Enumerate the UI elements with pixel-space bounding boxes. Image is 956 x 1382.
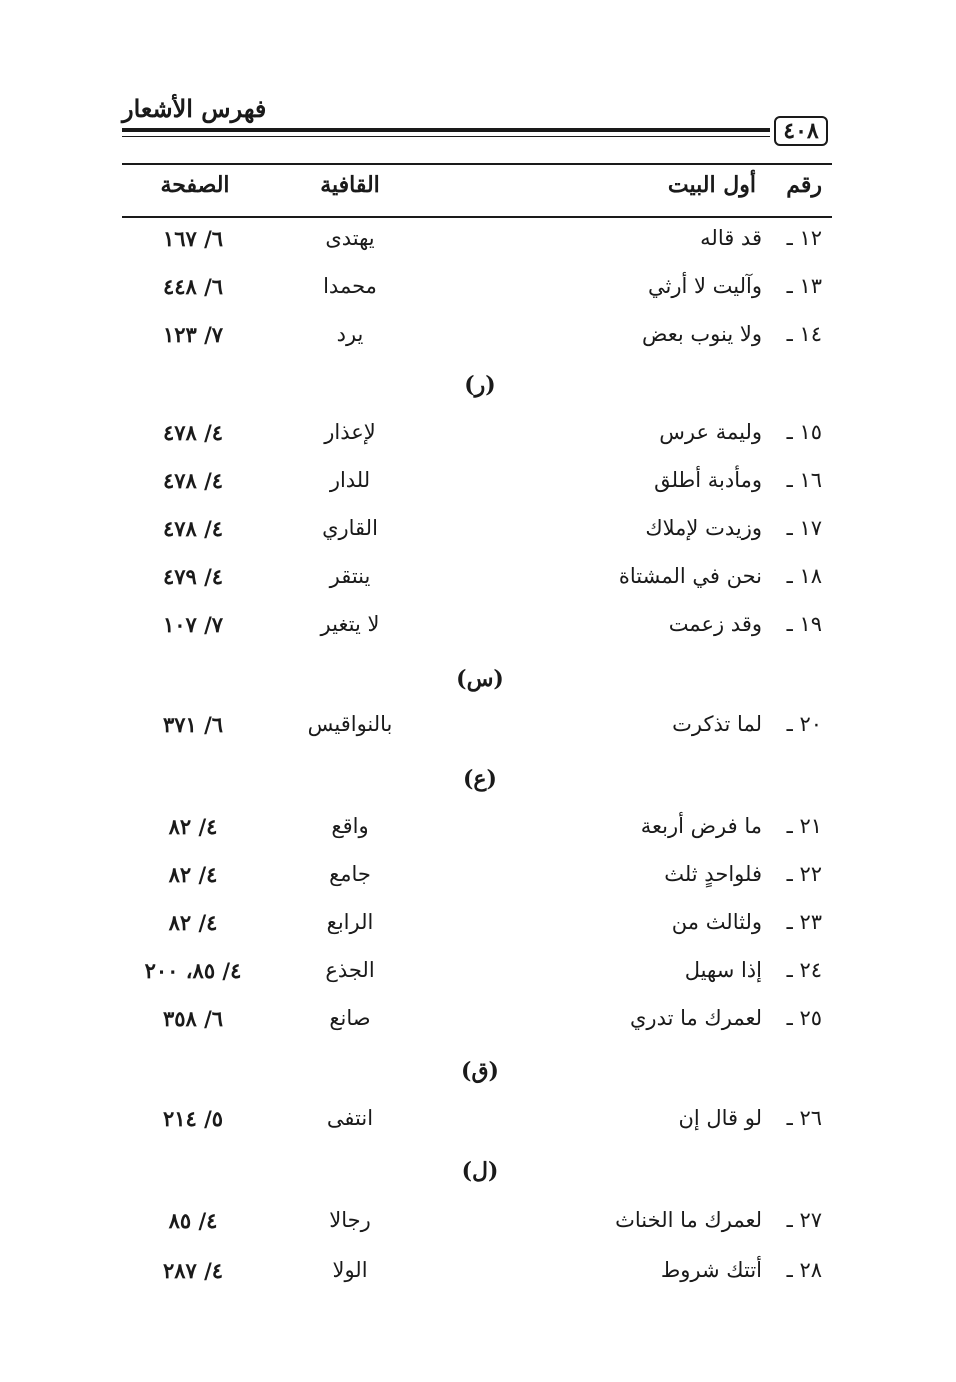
verse-first-line: وليمة عرس — [659, 420, 762, 444]
verse-number: ٢٢ ـ — [786, 862, 822, 886]
verse-rhyme: يرد — [336, 322, 364, 346]
table-row — [0, 612, 956, 652]
verse-page: ٥/ ٢١٤ — [162, 1106, 224, 1131]
table-row — [0, 468, 956, 508]
verse-rhyme: محمدا — [323, 274, 377, 298]
verse-page: ٤/ ٤٧٨ — [162, 468, 224, 493]
verse-number: ٢٣ ـ — [786, 910, 822, 934]
table-row — [0, 420, 956, 460]
verse-number: ٢٨ ـ — [786, 1258, 822, 1282]
verse-page: ٦/ ٤٤٨ — [162, 274, 224, 299]
verse-rhyme: لإعذار — [324, 420, 376, 444]
table-row — [0, 516, 956, 556]
verse-page: ٤/ ٨٢ — [168, 910, 218, 935]
verse-number: ٢٤ ـ — [786, 958, 822, 982]
verse-rhyme: الولا — [332, 1258, 368, 1282]
section-heading-ain: (ع) — [463, 766, 497, 792]
verse-page: ٦/ ١٦٧ — [162, 226, 224, 251]
verse-first-line: ولا ينوب بعض — [642, 322, 762, 346]
verse-page: ٤/ ٨٢ — [168, 814, 218, 839]
column-header-page: الصفحة — [160, 172, 230, 198]
verse-number: ٢٦ ـ — [786, 1106, 822, 1130]
page-number-box — [774, 116, 828, 146]
verse-number: ١٢ ـ — [786, 226, 822, 250]
section-heading-lam: (ل) — [461, 1158, 499, 1184]
verse-rhyme: لا يتغير — [320, 612, 380, 636]
table-header-bottom-rule — [122, 216, 832, 218]
verse-page: ٤/ ٤٧٨ — [162, 420, 224, 445]
verse-rhyme: رجالا — [329, 1208, 371, 1232]
verse-first-line: ومأدبة أطلق — [654, 468, 762, 492]
column-header-first-line: أول البيت — [667, 172, 756, 198]
table-row — [0, 862, 956, 902]
page-number: ٤٠٨ — [783, 118, 819, 144]
verse-page: ٦/ ٣٧١ — [162, 712, 224, 737]
verse-first-line: قد قاله — [700, 226, 762, 250]
table-row — [0, 712, 956, 752]
verse-first-line: نحن في المشتاة — [618, 564, 762, 588]
table-row — [0, 226, 956, 266]
verse-rhyme: انتفى — [326, 1106, 374, 1130]
page-title: فهرس الأشعار — [122, 94, 267, 123]
table-header-top-rule — [122, 163, 832, 165]
table-row — [0, 910, 956, 950]
header-rule-thin — [122, 136, 770, 137]
verse-rhyme: جامع — [329, 862, 371, 886]
verse-number: ١٧ ـ — [786, 516, 822, 540]
verse-first-line: لو قال إن — [678, 1106, 762, 1130]
section-heading-ra: (ر) — [464, 372, 496, 398]
table-row — [0, 814, 956, 854]
verse-first-line: لعمرك ما تدري — [629, 1006, 762, 1030]
verse-number: ٢٠ ـ — [786, 712, 822, 736]
verse-rhyme: القاري — [322, 516, 378, 540]
verse-rhyme: واقع — [331, 814, 369, 838]
verse-page: ٤/ ٢٨٧ — [162, 1258, 224, 1283]
section-heading-qaf: (ق) — [461, 1058, 499, 1084]
verse-first-line: أتتك شروط — [660, 1258, 762, 1282]
verse-first-line: لعمرك ما الخناث — [615, 1208, 762, 1232]
verse-number: ١٤ ـ — [786, 322, 822, 346]
verse-rhyme: ينتقر — [329, 564, 371, 588]
verse-page: ٤/ ٨٥ — [168, 1208, 218, 1233]
verse-page: ٦/ ٣٥٨ — [162, 1006, 224, 1031]
table-row — [0, 1208, 956, 1248]
verse-number: ٢١ ـ — [786, 814, 822, 838]
table-row — [0, 958, 956, 998]
section-heading-sin: (س) — [456, 666, 504, 692]
table-row — [0, 1006, 956, 1046]
table-row — [0, 274, 956, 314]
verse-page: ٤/ ٨٢ — [168, 862, 218, 887]
verse-first-line: وآليت لا أرثي — [648, 274, 762, 298]
verse-first-line: إذا سهيل — [684, 958, 762, 982]
verse-page: ٧/ ١٢٣ — [162, 322, 224, 347]
verse-number: ١٣ ـ — [786, 274, 822, 298]
column-header-number: رقم — [786, 172, 822, 198]
table-row — [0, 1106, 956, 1146]
table-row — [0, 564, 956, 604]
verse-first-line: وقد زعمت — [668, 612, 762, 636]
verse-rhyme: الرابع — [326, 910, 374, 934]
verse-rhyme: للدار — [329, 468, 371, 492]
verse-first-line: وزيدت لإملاك — [645, 516, 762, 540]
verse-rhyme: بالنواقيس — [307, 712, 393, 736]
verse-first-line: فلواحدٍ ثلث — [664, 862, 762, 886]
verse-number: ١٦ ـ — [786, 468, 822, 492]
verse-first-line: ولثالث من — [671, 910, 762, 934]
verse-first-line: ما فرض أربعة — [640, 814, 762, 838]
verse-page: ٤/ ٤٧٨ — [162, 516, 224, 541]
table-row — [0, 1258, 956, 1298]
verse-first-line: لما تذكرت — [672, 712, 762, 736]
verse-rhyme: صانع — [329, 1006, 371, 1030]
verse-page: ٤/ ٨٥، ٢٠٠ — [144, 958, 242, 983]
verse-number: ١٩ ـ — [786, 612, 822, 636]
verse-number: ١٨ ـ — [786, 564, 822, 588]
verse-page: ٧/ ١٠٧ — [162, 612, 224, 637]
verse-number: ٢٥ ـ — [786, 1006, 822, 1030]
verse-rhyme: الجذع — [325, 958, 375, 982]
table-row — [0, 322, 956, 362]
verse-number: ٢٧ ـ — [786, 1208, 822, 1232]
verse-number: ١٥ ـ — [786, 420, 822, 444]
column-header-rhyme: القافية — [320, 172, 380, 198]
header-rule-thick — [122, 128, 770, 132]
verse-page: ٤/ ٤٧٩ — [162, 564, 224, 589]
verse-rhyme: يهتدى — [325, 226, 375, 250]
